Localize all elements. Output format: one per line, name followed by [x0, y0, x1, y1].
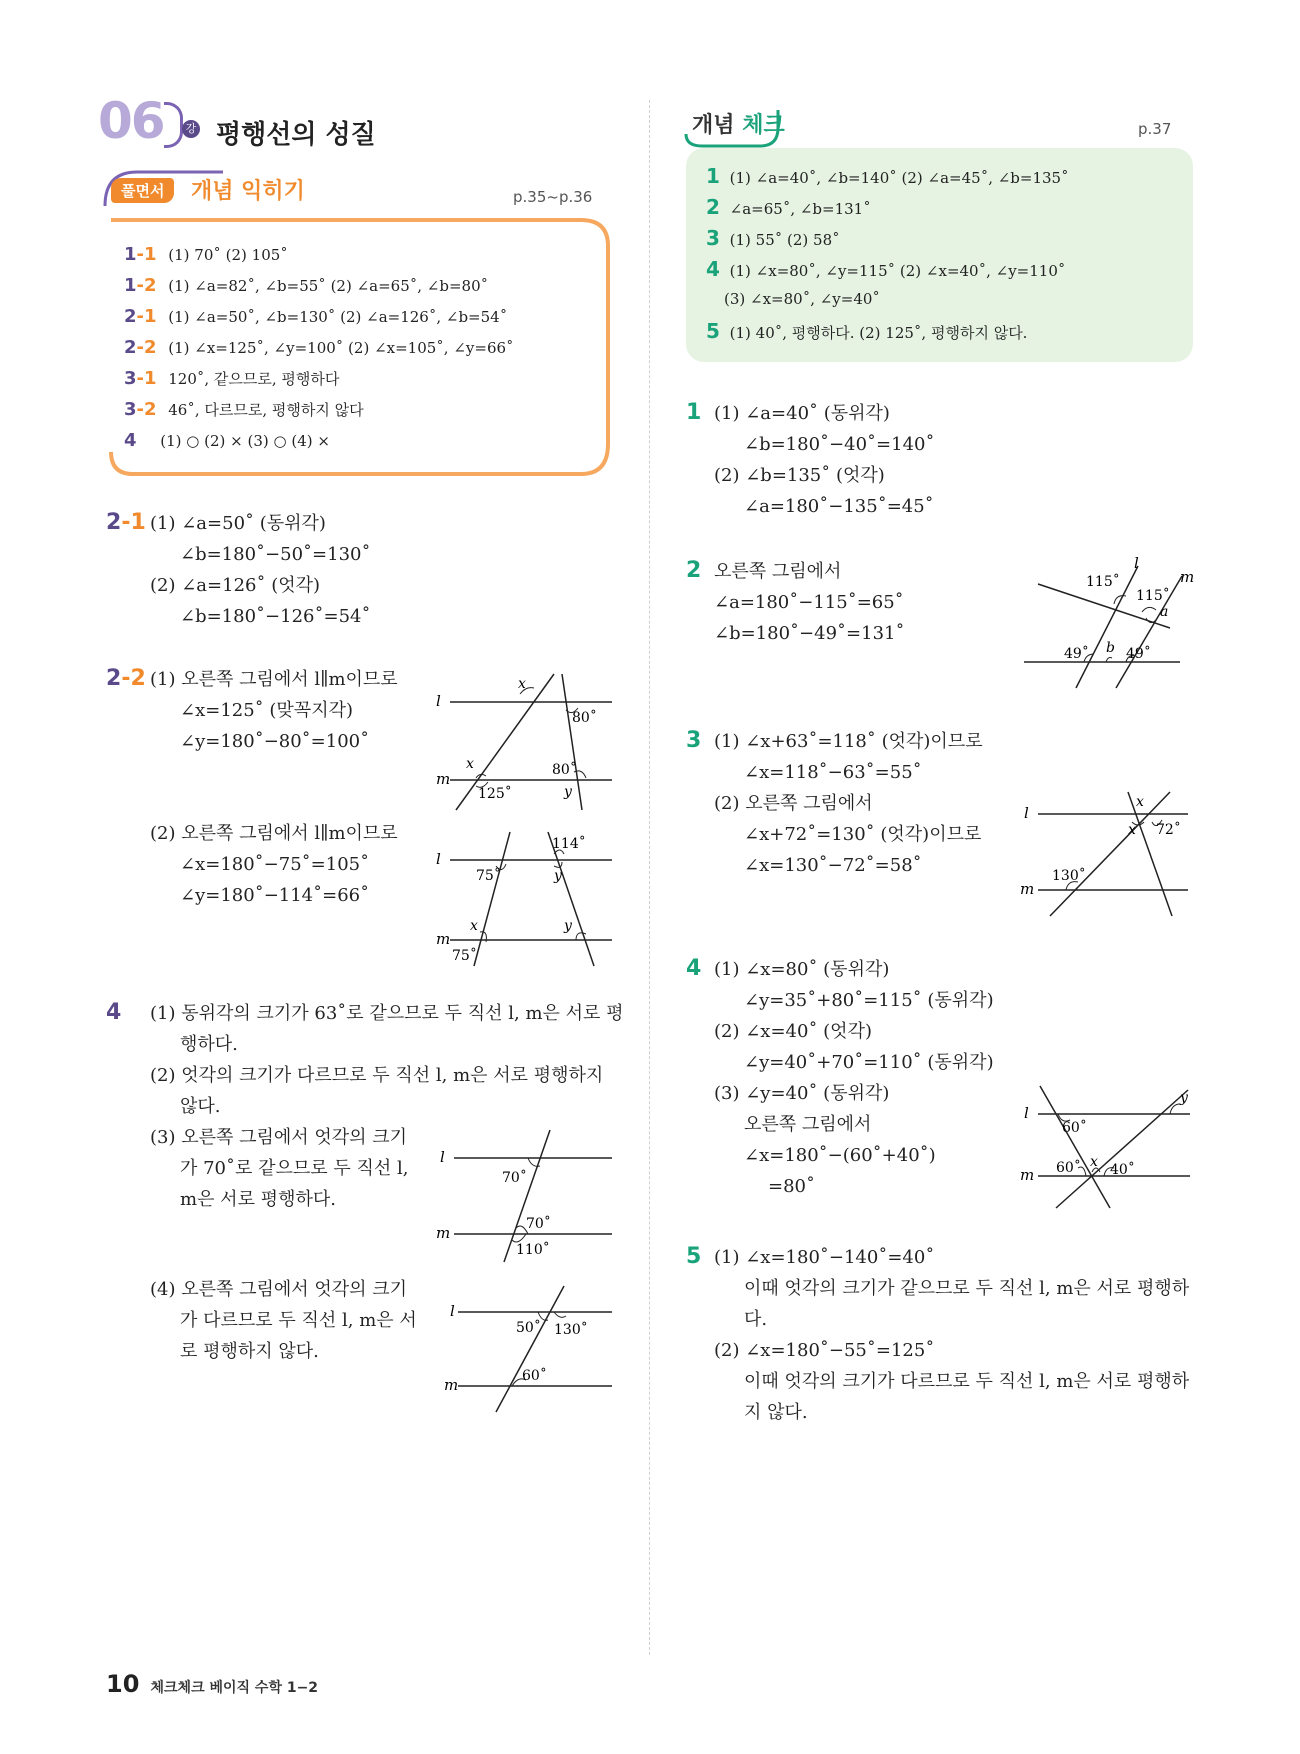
line: 다. [744, 1309, 768, 1330]
answer-3-2: 3-2 46˚, 다르므로, 평행하지 않다 [124, 399, 364, 420]
angle-60: 60˚ [522, 1368, 547, 1384]
angle-125: 125˚ [478, 786, 512, 802]
label-r5: 5 [686, 1244, 702, 1269]
check-title: 개념 체크 [692, 113, 785, 138]
angle-60: 60˚ [1062, 1120, 1087, 1136]
section-title: 개념 익히기 [191, 179, 305, 204]
line: (2) 오른쪽 그림에서 [714, 793, 873, 814]
angle-130: 130˚ [1052, 868, 1086, 884]
label-x: x [1128, 822, 1136, 838]
line: 않다. [180, 1096, 221, 1117]
line: ∠b=180˚−50˚=130˚ [180, 544, 371, 565]
label-m: m [1180, 568, 1195, 586]
lesson-bracket [164, 102, 183, 148]
label-l: l [1134, 556, 1139, 572]
line: (1) ∠x=80˚ (동위각) [714, 959, 890, 980]
figure-4-4 [436, 1284, 616, 1414]
label-l: l [1024, 804, 1029, 822]
line: 오른쪽 그림에서 [744, 1114, 872, 1135]
angle-75: 75˚ [476, 868, 501, 884]
figure-2-2-2 [436, 830, 616, 970]
label-m: m [436, 770, 451, 788]
line: 지 않다. [744, 1402, 808, 1423]
line: ∠x=130˚−72˚=58˚ [744, 855, 922, 876]
angle-70: 70˚ [502, 1170, 527, 1186]
check-4: 4 (1) ∠x=80˚, ∠y=115˚ (2) ∠x=40˚, ∠y=110˚ [706, 257, 1066, 281]
label-2-1: 2-1 [106, 510, 146, 535]
line: (4) 오른쪽 그림에서 엇각의 크기 [150, 1279, 408, 1300]
line: (2) ∠a=126˚ (엇각) [150, 575, 321, 596]
line: (1) 오른쪽 그림에서 l∥m이므로 [150, 669, 398, 690]
line: ∠y=40˚+70˚=110˚ (동위각) [744, 1052, 994, 1073]
book-title: 체크체크 베이직 수학 1−2 [150, 1680, 319, 1696]
line: ∠b=180˚−126˚=54˚ [180, 606, 371, 627]
line: ∠x=180˚−(60˚+40˚) [744, 1145, 936, 1166]
label-a: a [1160, 604, 1169, 620]
angle-115: 115˚ [1136, 588, 1170, 604]
page-range: p.35~p.36 [513, 188, 593, 206]
line: ∠y=180˚−80˚=100˚ [180, 731, 370, 752]
check-page: p.37 [1138, 120, 1172, 138]
label-r3: 3 [686, 728, 702, 753]
line: (2) 엇각의 크기가 다르므로 두 직선 l, m은 서로 평행하지 [150, 1065, 604, 1086]
line: ∠x+72˚=130˚ (엇각)이므로 [744, 824, 982, 845]
angle-75: 75˚ [452, 948, 477, 964]
line: ∠x=180˚−75˚=105˚ [180, 854, 370, 875]
answer-1-2: 1-2 (1) ∠a=82˚, ∠b=55˚ (2) ∠a=65˚, ∠b=80˚ [124, 275, 489, 296]
answer-3-1: 3-1 120˚, 같으므로, 평행하다 [124, 368, 340, 389]
line: (1) ∠a=50˚ (동위각) [150, 513, 326, 534]
line: (2) ∠x=180˚−55˚=125˚ [714, 1340, 935, 1361]
label-m: m [444, 1376, 459, 1394]
check-1: 1 (1) ∠a=40˚, ∠b=140˚ (2) ∠a=45˚, ∠b=135˚ [706, 164, 1069, 188]
line: ∠a=180˚−115˚=65˚ [714, 592, 904, 613]
label-x: x [1090, 1154, 1098, 1170]
label-l: l [436, 850, 441, 868]
section-tag: 풀면서 [111, 178, 174, 203]
label-x: x [470, 918, 478, 934]
angle-50: 50˚ [516, 1320, 541, 1336]
line: (3) ∠y=40˚ (동위각) [714, 1083, 890, 1104]
column-divider [649, 100, 650, 1655]
label-y: y [564, 784, 572, 800]
figure-2-2-1 [436, 672, 616, 812]
lesson-number: 06 [98, 92, 164, 150]
angle-114: 114˚ [552, 836, 586, 852]
line: (1) 동위각의 크기가 63˚로 같으므로 두 직선 l, m은 서로 평 [150, 1003, 624, 1024]
line: ∠b=180˚−49˚=131˚ [714, 623, 905, 644]
figure-r3 [1020, 784, 1200, 924]
label-m: m [1020, 1166, 1035, 1184]
answer-2-1: 2-1 (1) ∠a=50˚, ∠b=130˚ (2) ∠a=126˚, ∠b=54˚ [124, 306, 508, 327]
angle-60: 60˚ [1056, 1160, 1081, 1176]
line: ∠x=118˚−63˚=55˚ [744, 762, 922, 783]
figure-r4 [1020, 1076, 1200, 1216]
line: (2) 오른쪽 그림에서 l∥m이므로 [150, 823, 398, 844]
label-y: y [564, 918, 572, 934]
line: (2) ∠x=40˚ (엇각) [714, 1021, 872, 1042]
label-l: l [440, 1148, 445, 1166]
line: ∠y=180˚−114˚=66˚ [180, 885, 370, 906]
label-y: y [1180, 1090, 1188, 1106]
line: 행하다. [180, 1034, 238, 1055]
label-x: x [1136, 794, 1144, 810]
line: (1) ∠x=180˚−140˚=40˚ [714, 1247, 935, 1268]
label-l: l [436, 692, 441, 710]
label-r1: 1 [686, 400, 702, 425]
line: (1) ∠x+63˚=118˚ (엇각)이므로 [714, 731, 983, 752]
label-4: 4 [106, 1000, 122, 1025]
check-5: 5 (1) 40˚, 평행하다. (2) 125˚, 평행하지 않다. [706, 319, 1028, 343]
answer-4: 4 (1) ○ (2) × (3) ○ (4) × [124, 430, 330, 451]
answer-1-1: 1-1 (1) 70˚ (2) 105˚ [124, 244, 288, 265]
figure-r2 [1020, 556, 1200, 696]
page-number: 10 [106, 1670, 140, 1698]
line: 로 평행하지 않다. [180, 1341, 319, 1362]
label-r4: 4 [686, 956, 702, 981]
angle-72: 72˚ [1156, 822, 1181, 838]
answer-2-2: 2-2 (1) ∠x=125˚, ∠y=100˚ (2) ∠x=105˚, ∠y=66˚ [124, 337, 514, 358]
line: (2) ∠b=135˚ (엇각) [714, 465, 885, 486]
figure-4-3 [436, 1128, 616, 1264]
check-header [682, 104, 1192, 150]
line: ∠a=180˚−135˚=45˚ [744, 496, 934, 517]
angle-70: 70˚ [526, 1216, 551, 1232]
angle-115: 115˚ [1086, 574, 1120, 590]
angle-130: 130˚ [554, 1322, 588, 1338]
line: 가 다르므로 두 직선 l, m은 서 [180, 1310, 417, 1331]
line: (1) ∠a=40˚ (동위각) [714, 403, 890, 424]
check-2: 2 ∠a=65˚, ∠b=131˚ [706, 195, 871, 219]
label-x: x [518, 676, 526, 692]
angle-80: 80˚ [572, 710, 597, 726]
footer [106, 1670, 318, 1698]
label-l: l [450, 1302, 455, 1320]
line: 이때 엇각의 크기가 같으므로 두 직선 l, m은 서로 평행하 [744, 1278, 1190, 1299]
label-b: b [1106, 640, 1115, 656]
line: (3) 오른쪽 그림에서 엇각의 크기 [150, 1127, 408, 1148]
lesson-header [98, 92, 618, 160]
line: =80˚ [768, 1176, 815, 1197]
line: ∠b=180˚−40˚=140˚ [744, 434, 935, 455]
label-l: l [1024, 1104, 1029, 1122]
angle-110: 110˚ [516, 1242, 550, 1258]
label-m: m [1020, 880, 1035, 898]
angle-49: 49˚ [1126, 646, 1151, 662]
lesson-suffix-badge: 강 [182, 120, 200, 138]
label-m: m [436, 1224, 451, 1242]
label-y: y [554, 868, 562, 884]
angle-80: 80˚ [552, 762, 577, 778]
label-m: m [436, 930, 451, 948]
label-r2: 2 [686, 558, 702, 583]
line: m은 서로 평행하다. [180, 1189, 336, 1210]
line: 이때 엇각의 크기가 다르므로 두 직선 l, m은 서로 평행하 [744, 1371, 1190, 1392]
label-2-2: 2-2 [106, 666, 146, 691]
page-title: 평행선의 성질 [216, 120, 376, 150]
line: 가 70˚로 같으므로 두 직선 l, [180, 1158, 409, 1179]
check-3: 3 (1) 55˚ (2) 58˚ [706, 226, 840, 250]
line: 오른쪽 그림에서 [714, 561, 842, 582]
line: ∠y=35˚+80˚=115˚ (동위각) [744, 990, 994, 1011]
label-x: x [466, 756, 474, 772]
angle-40: 40˚ [1110, 1162, 1135, 1178]
line: ∠x=125˚ (맞꼭지각) [180, 700, 353, 721]
check-box [686, 148, 1193, 362]
check-4-3: (3) ∠x=80˚, ∠y=40˚ [724, 290, 880, 308]
angle-49: 49˚ [1064, 646, 1089, 662]
